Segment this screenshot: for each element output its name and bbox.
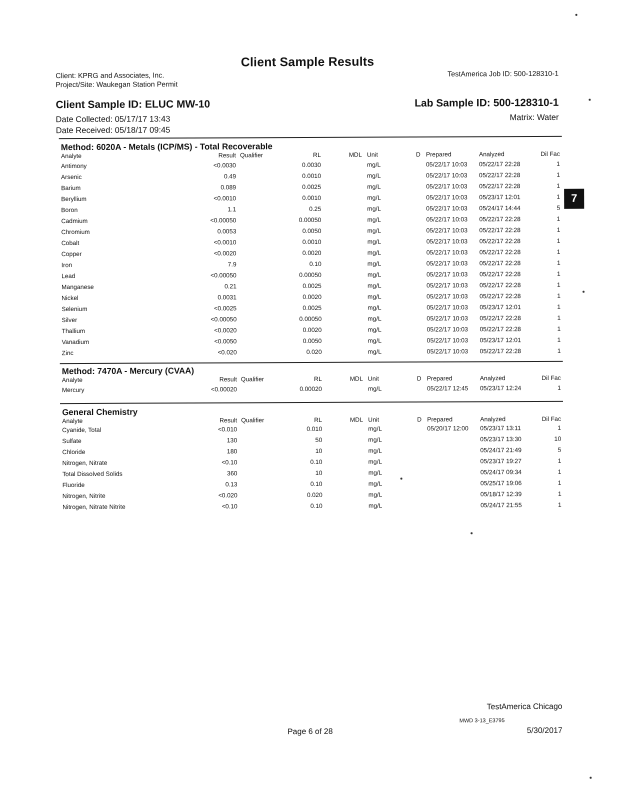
analyzed-cell: 05/22/17 22:28	[479, 293, 521, 301]
unit-cell: mg/L	[367, 337, 382, 345]
col-d: D	[417, 416, 422, 424]
analyzed-cell: 05/22/17 22:28	[479, 227, 521, 235]
result-cell: <0.0025	[214, 305, 237, 313]
rl-cell: 0.10	[310, 502, 323, 510]
report-date: 5/30/2017	[526, 725, 563, 736]
document-code: MWD 3-13_E3795	[459, 718, 505, 725]
col-dil-fac: Dil Fac	[541, 415, 562, 423]
col-rl: RL	[313, 375, 322, 383]
col-analyte: Analyte	[61, 376, 83, 385]
col-mdl: MDL	[349, 375, 363, 383]
section-divider	[60, 361, 563, 364]
col-result: Result	[219, 376, 237, 384]
analyte-cell: Total Dissolved Solids	[62, 470, 123, 479]
analyte-cell: Arsenic	[61, 173, 82, 182]
section-tab-marker: 7	[564, 189, 584, 209]
unit-cell: mg/L	[368, 458, 383, 466]
prepared-cell: 05/22/17 12:45	[426, 385, 469, 393]
analyte-cell: Nitrogen, Nitrate	[62, 459, 108, 468]
prepared-cell: 05/22/17 10:03	[426, 260, 468, 268]
prepared-cell: 05/22/17 10:03	[426, 293, 468, 301]
dil-fac-cell: 1	[557, 347, 561, 355]
client-sample-id: Client Sample ID: ELUC MW-10	[55, 98, 211, 112]
analyte-cell: Lead	[61, 273, 76, 281]
analyzed-cell: 05/23/17 19:27	[480, 458, 522, 466]
dil-fac-cell: 1	[557, 501, 562, 509]
analyte-cell: Iron	[61, 262, 73, 270]
date-collected: Date Collected: 05/17/17 13:43	[55, 113, 171, 125]
rl-cell: 0.0025	[302, 282, 322, 291]
prepared-cell: 05/22/17 10:03	[426, 282, 468, 290]
unit-cell: mg/L	[368, 469, 383, 477]
prepared-cell: 05/22/17 10:03	[426, 315, 468, 323]
project-site: Project/Site: Waukegan Station Permit	[55, 79, 178, 90]
col-analyte: Analyte	[62, 417, 83, 426]
dil-fac-cell: 1	[556, 193, 561, 201]
prepared-cell: 05/22/17 10:03	[426, 194, 468, 202]
col-unit: Unit	[368, 416, 380, 424]
analyzed-cell: 05/24/17 09:34	[480, 469, 522, 477]
rl-cell: 0.25	[309, 205, 322, 213]
dil-fac-cell: 1	[557, 384, 561, 392]
rl-cell: 0.020	[306, 491, 323, 500]
analyzed-cell: 05/23/17 13:11	[480, 425, 521, 433]
scan-speck	[575, 14, 577, 16]
result-cell: <0.10	[221, 503, 238, 511]
scan-speck	[400, 478, 402, 480]
table-row	[60, 348, 563, 361]
result-cell: 1.1	[227, 206, 237, 214]
col-mdl: MDL	[349, 416, 364, 424]
method-metals-title: Method: 6020A - Metals (ICP/MS) - Total Recoverable	[60, 141, 273, 153]
rl-cell: 0.00050	[299, 271, 322, 280]
analyte-cell: Nitrogen, Nitrite	[62, 492, 106, 501]
prepared-cell: 05/22/17 10:03	[426, 238, 468, 246]
rl-cell: 0.10	[310, 480, 323, 488]
rl-cell: 0.0050	[302, 227, 322, 236]
analyte-cell: Nickel	[61, 295, 79, 303]
rl-cell: 10	[315, 447, 323, 455]
col-d: D	[415, 151, 421, 159]
unit-cell: mg/L	[368, 436, 382, 444]
unit-cell: mg/L	[367, 315, 382, 323]
analyzed-cell: 05/22/17 22:28	[479, 348, 522, 356]
unit-cell: mg/L	[368, 425, 382, 433]
col-qualifier: Qualifier	[241, 417, 265, 425]
dil-fac-cell: 1	[557, 457, 562, 465]
analyzed-cell: 05/23/17 12:24	[479, 385, 522, 393]
unit-cell: mg/L	[367, 249, 382, 257]
col-prepared: Prepared	[426, 375, 453, 383]
prepared-cell: 05/22/17 10:03	[426, 337, 469, 345]
analyzed-cell: 05/23/17 12:01	[479, 304, 521, 312]
dil-fac-cell: 1	[556, 182, 561, 190]
result-cell: 0.13	[225, 481, 238, 489]
rl-cell: 0.0025	[302, 304, 322, 313]
unit-cell: mg/L	[367, 260, 382, 268]
rl-cell: 0.0050	[302, 337, 322, 346]
col-prepared: Prepared	[425, 151, 452, 159]
lab-sample-id: Lab Sample ID: 500-128310-1	[414, 96, 559, 110]
analyzed-cell: 05/22/17 22:28	[479, 282, 521, 290]
col-analyzed: Analyzed	[480, 416, 506, 424]
dil-fac-cell: 1	[557, 281, 561, 289]
result-cell: 360	[226, 470, 238, 478]
rl-cell: 0.0030	[302, 161, 321, 170]
prepared-cell: 05/22/17 10:03	[425, 161, 468, 169]
prepared-cell: 05/22/17 10:03	[426, 216, 468, 224]
col-dil-fac: Dil Fac	[540, 150, 560, 158]
analyzed-cell: 05/23/17 12:01	[479, 337, 522, 345]
dil-fac-cell: 1	[556, 226, 561, 234]
result-cell: <0.0020	[213, 250, 237, 258]
result-cell: 0.0031	[217, 294, 237, 302]
analyzed-cell: 05/22/17 22:28	[479, 271, 521, 279]
analyte-cell: Manganese	[61, 283, 94, 292]
col-prepared: Prepared	[427, 416, 453, 424]
analyzed-cell: 05/24/17 21:55	[480, 502, 522, 510]
dil-fac-cell: 1	[556, 259, 561, 267]
col-analyzed: Analyzed	[478, 151, 505, 159]
analyte-cell: Vanadium	[61, 338, 90, 347]
result-cell: <0.00050	[210, 316, 237, 324]
col-rl: RL	[314, 416, 323, 424]
col-result: Result	[218, 152, 236, 160]
rl-cell: 0.10	[310, 458, 323, 466]
unit-cell: mg/L	[367, 282, 382, 290]
prepared-cell: 05/22/17 10:03	[426, 183, 468, 191]
table-row	[60, 385, 563, 398]
date-received: Date Received: 05/18/17 09:45	[55, 124, 171, 136]
rl-cell: 0.0025	[302, 183, 322, 192]
result-cell: <0.10	[221, 459, 238, 467]
analyte-cell: Thallium	[61, 327, 86, 336]
result-cell: 0.089	[220, 184, 237, 192]
dil-fac-cell: 1	[557, 336, 561, 344]
col-d: D	[416, 375, 422, 383]
result-cell: <0.0020	[214, 327, 237, 335]
prepared-cell: 05/20/17 12:00	[427, 425, 469, 433]
dil-fac-cell: 1	[556, 160, 560, 168]
result-cell: 7.9	[227, 261, 237, 269]
method-mercury-title: Method: 7470A - Mercury (CVAA)	[61, 365, 195, 377]
prepared-cell: 05/22/17 10:03	[426, 227, 468, 235]
analyzed-cell: 05/22/17 22:28	[479, 315, 521, 323]
analyte-cell: Boron	[61, 207, 78, 215]
dil-fac-cell: 1	[557, 314, 561, 322]
dil-fac-cell: 1	[556, 248, 561, 256]
unit-cell: mg/L	[368, 491, 383, 499]
rl-cell: 0.0010	[302, 194, 322, 203]
result-cell: <0.00050	[210, 272, 237, 280]
section-divider	[59, 136, 562, 139]
dil-fac-cell: 1	[557, 479, 562, 487]
analyte-cell: Chloride	[62, 448, 86, 457]
analyte-cell: Selenium	[61, 305, 88, 314]
col-result: Result	[219, 417, 238, 425]
analyte-cell: Sulfate	[62, 437, 82, 446]
result-cell: <0.020	[217, 349, 237, 357]
unit-cell: mg/L	[367, 227, 382, 235]
page-number: Page 6 of 28	[287, 726, 333, 737]
analyzed-cell: 05/22/17 22:28	[479, 238, 521, 246]
job-id: TestAmerica Job ID: 500-128310-1	[447, 68, 559, 79]
page-title: Client Sample Results	[240, 54, 375, 70]
analyzed-cell: 05/24/17 21:49	[480, 447, 522, 455]
unit-cell: mg/L	[367, 205, 381, 213]
analyzed-cell: 05/22/17 22:28	[479, 216, 521, 224]
analyte-cell: Copper	[61, 250, 82, 259]
unit-cell: mg/L	[367, 238, 382, 246]
result-cell: 130	[226, 437, 238, 445]
result-cell: <0.020	[218, 492, 238, 500]
rl-cell: 0.0010	[302, 238, 322, 247]
result-cell: 0.0053	[217, 228, 237, 236]
col-unit: Unit	[367, 375, 379, 383]
rl-cell: 0.0020	[302, 326, 322, 335]
col-rl: RL	[312, 151, 321, 159]
unit-cell: mg/L	[367, 271, 382, 279]
analyte-cell: Fluoride	[62, 481, 85, 490]
dil-fac-cell: 5	[557, 446, 562, 454]
unit-cell: mg/L	[367, 183, 381, 191]
unit-cell: mg/L	[368, 502, 383, 510]
unit-cell: mg/L	[367, 385, 382, 393]
dil-fac-cell: 1	[556, 171, 561, 179]
analyte-cell: Antimony	[60, 162, 87, 171]
dil-fac-cell: 1	[557, 490, 562, 498]
result-cell: <0.0050	[214, 338, 237, 346]
rl-cell: 0.00050	[299, 315, 322, 324]
prepared-cell: 05/22/17 10:03	[426, 205, 468, 213]
result-cell: <0.00020	[210, 386, 237, 394]
unit-cell: mg/L	[367, 216, 381, 224]
scan-speck	[589, 99, 591, 101]
rl-cell: 50	[315, 436, 323, 444]
analyte-cell: Cadmium	[61, 217, 88, 226]
dil-fac-cell: 10	[554, 435, 562, 443]
analyte-cell: Chromium	[61, 228, 90, 237]
analyte-cell: Mercury	[61, 386, 85, 395]
rl-cell: 0.10	[309, 260, 322, 268]
result-cell: 0.49	[223, 173, 237, 181]
prepared-cell: 05/22/17 10:03	[426, 304, 468, 312]
analyte-cell: Nitrogen, Nitrate Nitrite	[62, 503, 126, 512]
dil-fac-cell: 1	[556, 270, 561, 278]
analyzed-cell: 05/23/17 12:01	[479, 194, 521, 202]
scan-speck	[590, 777, 592, 779]
col-analyzed: Analyzed	[479, 375, 506, 383]
prepared-cell: 05/22/17 10:03	[426, 271, 468, 279]
scan-speck	[471, 532, 473, 534]
client-name: Client: KPRG and Associates, Inc.	[55, 70, 165, 81]
dil-fac-cell: 1	[556, 215, 561, 223]
analyzed-cell: 05/23/17 13:30	[480, 436, 522, 444]
result-cell: <0.0010	[213, 239, 237, 247]
analyte-cell: Zinc	[61, 350, 74, 358]
rl-cell: 0.00020	[299, 385, 322, 394]
unit-cell: mg/L	[367, 348, 382, 356]
col-mdl: MDL	[348, 151, 362, 159]
unit-cell: mg/L	[367, 304, 382, 312]
matrix: Matrix: Water	[509, 111, 559, 123]
col-qualifier: Qualifier	[240, 376, 264, 384]
analyte-cell: Beryllium	[61, 195, 87, 204]
rl-cell: 0.0010	[302, 172, 322, 181]
prepared-cell: 05/22/17 10:03	[426, 326, 469, 334]
analyzed-cell: 05/22/17 22:28	[479, 249, 521, 257]
analyzed-cell: 05/22/17 22:28	[479, 326, 522, 334]
dil-fac-cell: 5	[556, 204, 561, 212]
unit-cell: mg/L	[368, 480, 383, 488]
unit-cell: mg/L	[367, 326, 382, 334]
rl-cell: 0.00050	[298, 216, 322, 225]
rl-cell: 0.010	[306, 425, 323, 434]
analyte-cell: Barium	[61, 184, 81, 193]
analyte-cell: Silver	[61, 317, 78, 325]
table-row	[60, 502, 563, 515]
analyzed-cell: 05/22/17 22:28	[479, 172, 521, 180]
result-cell: <0.0010	[213, 195, 237, 203]
result-cell: <0.0030	[213, 162, 236, 170]
unit-cell: mg/L	[367, 293, 382, 301]
analyzed-cell: 05/22/17 22:28	[479, 183, 521, 191]
analyzed-cell: 05/24/17 14:44	[479, 205, 521, 213]
result-cell: 0.21	[224, 283, 237, 291]
prepared-cell: 05/22/17 10:03	[426, 172, 468, 180]
analyzed-cell: 05/22/17 22:28	[478, 161, 521, 169]
dil-fac-cell: 1	[557, 303, 561, 311]
col-dil-fac: Dil Fac	[541, 374, 561, 382]
unit-cell: mg/L	[368, 447, 383, 455]
rl-cell: 0.0020	[302, 293, 322, 302]
rl-cell: 0.0020	[302, 249, 322, 258]
unit-cell: mg/L	[367, 194, 381, 202]
dil-fac-cell: 1	[557, 424, 562, 432]
rl-cell: 10	[315, 469, 323, 477]
dil-fac-cell: 1	[557, 468, 562, 476]
scan-speck	[583, 291, 585, 293]
analyzed-cell: 05/25/17 19:06	[480, 480, 522, 488]
prepared-cell: 05/22/17 10:03	[426, 348, 469, 356]
unit-cell: mg/L	[366, 161, 381, 169]
dil-fac-cell: 1	[557, 292, 561, 300]
dil-fac-cell: 1	[556, 237, 561, 245]
col-analyte: Analyte	[60, 152, 82, 161]
analyzed-cell: 05/22/17 22:28	[479, 260, 521, 268]
section-divider	[60, 401, 563, 404]
dil-fac-cell: 1	[557, 325, 561, 333]
col-qualifier: Qualifier	[239, 152, 263, 160]
lab-name: TestAmerica Chicago	[486, 701, 563, 712]
col-unit: Unit	[366, 151, 378, 159]
prepared-cell: 05/22/17 10:03	[426, 249, 468, 257]
rl-cell: 0.020	[306, 348, 322, 357]
result-cell: 180	[226, 448, 238, 456]
analyte-cell: Cyanide, Total	[62, 426, 102, 435]
unit-cell: mg/L	[367, 172, 381, 180]
result-cell: <0.010	[218, 426, 238, 434]
general-chemistry-title: General Chemistry	[62, 406, 138, 418]
result-cell: <0.00050	[210, 217, 237, 225]
analyte-cell: Cobalt	[61, 240, 80, 248]
analyzed-cell: 05/18/17 12:39	[480, 491, 522, 499]
